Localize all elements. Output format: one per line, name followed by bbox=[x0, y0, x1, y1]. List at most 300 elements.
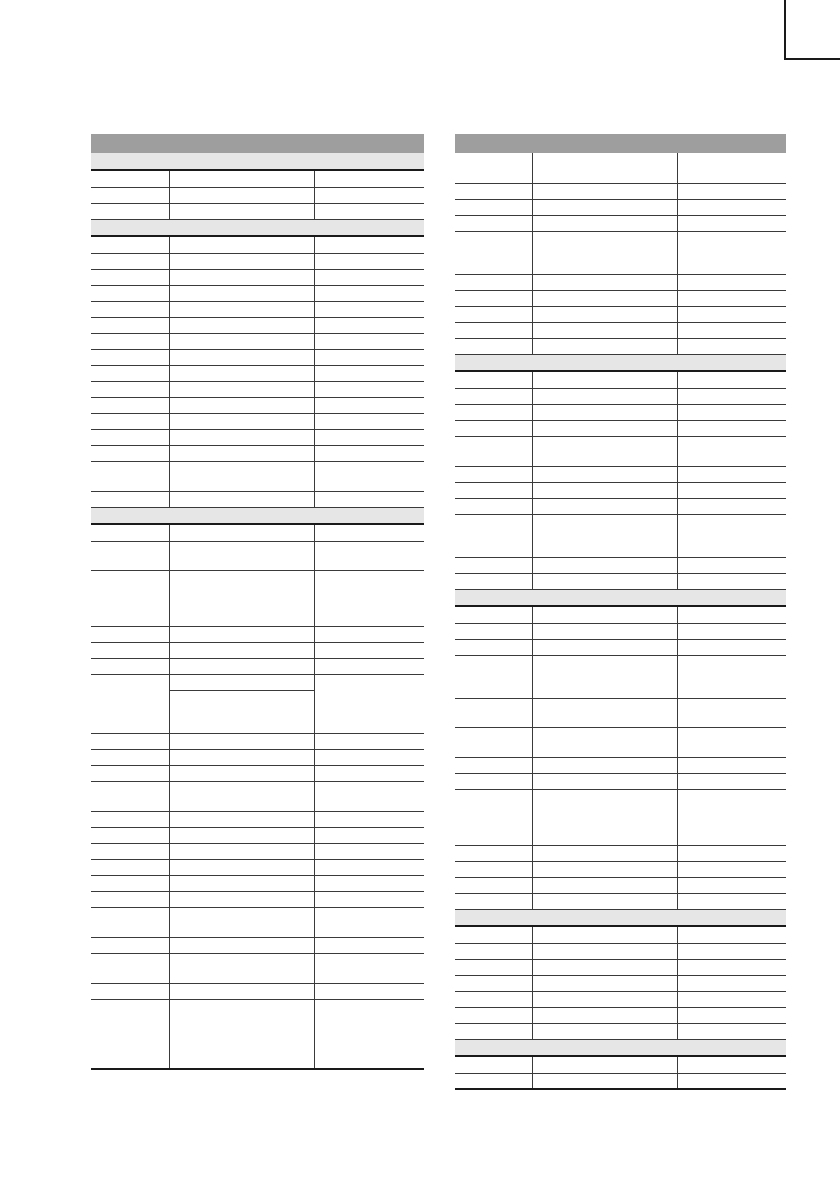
table-cell bbox=[169, 875, 314, 891]
table-cell bbox=[677, 215, 786, 231]
section-header-row bbox=[455, 589, 786, 606]
table-cell bbox=[169, 187, 314, 203]
table-cell bbox=[91, 301, 169, 317]
spec-table-left bbox=[91, 134, 424, 1070]
table-cell bbox=[169, 491, 314, 507]
table-row bbox=[455, 991, 786, 1007]
table-cell bbox=[677, 322, 786, 338]
table-row bbox=[455, 639, 786, 655]
table-cell bbox=[677, 153, 786, 183]
table-cell bbox=[314, 875, 424, 891]
table-cell bbox=[169, 781, 314, 811]
table-cell bbox=[314, 674, 424, 733]
section-title bbox=[455, 589, 786, 606]
table-cell bbox=[91, 170, 169, 187]
table-row bbox=[91, 983, 424, 999]
table-cell bbox=[91, 937, 169, 953]
table-cell bbox=[91, 843, 169, 859]
column-header bbox=[169, 134, 314, 153]
table-cell bbox=[169, 365, 314, 381]
table-row bbox=[91, 875, 424, 891]
column-header bbox=[455, 134, 532, 153]
table-cell bbox=[314, 827, 424, 843]
table-row bbox=[455, 1056, 786, 1073]
table-cell bbox=[91, 983, 169, 999]
table-cell bbox=[532, 623, 677, 639]
table-row bbox=[455, 1023, 786, 1039]
table-cell bbox=[314, 983, 424, 999]
table-cell bbox=[91, 541, 169, 570]
table-cell bbox=[455, 1056, 532, 1073]
table-cell bbox=[91, 317, 169, 333]
table-cell bbox=[532, 199, 677, 215]
table-cell bbox=[677, 290, 786, 306]
table-row bbox=[91, 236, 424, 253]
table-cell bbox=[169, 859, 314, 875]
table-cell bbox=[677, 623, 786, 639]
table-cell bbox=[314, 349, 424, 365]
table-cell bbox=[532, 959, 677, 975]
table-cell bbox=[169, 953, 314, 983]
table-row bbox=[91, 365, 424, 381]
table-cell bbox=[677, 274, 786, 290]
table-row bbox=[455, 573, 786, 589]
table-cell bbox=[91, 859, 169, 875]
table-row bbox=[91, 891, 424, 907]
table-cell bbox=[169, 269, 314, 285]
table-header-row bbox=[455, 134, 786, 153]
table-row bbox=[455, 306, 786, 322]
table-cell bbox=[91, 236, 169, 253]
table-cell bbox=[532, 231, 677, 274]
table-cell bbox=[532, 371, 677, 388]
table-cell bbox=[532, 153, 677, 183]
table-row bbox=[91, 541, 424, 570]
table-cell bbox=[677, 606, 786, 623]
table-cell bbox=[532, 1073, 677, 1089]
table-cell bbox=[169, 765, 314, 781]
table-cell bbox=[532, 789, 677, 845]
table-cell bbox=[314, 658, 424, 674]
table-row bbox=[455, 623, 786, 639]
column-header bbox=[677, 134, 786, 153]
table-row bbox=[91, 285, 424, 301]
table-row bbox=[455, 877, 786, 893]
table-row bbox=[91, 170, 424, 187]
table-row bbox=[91, 937, 424, 953]
table-row bbox=[455, 893, 786, 909]
table-cell bbox=[314, 570, 424, 626]
table-row bbox=[455, 773, 786, 789]
table-cell bbox=[314, 781, 424, 811]
table-cell bbox=[91, 349, 169, 365]
table-cell bbox=[314, 999, 424, 1069]
table-row bbox=[91, 413, 424, 429]
table-row bbox=[455, 436, 786, 466]
table-cell bbox=[455, 420, 532, 436]
table-cell bbox=[91, 999, 169, 1069]
table-cell bbox=[455, 1073, 532, 1089]
table-row bbox=[91, 397, 424, 413]
table-cell bbox=[169, 827, 314, 843]
section-title bbox=[455, 909, 786, 926]
table-cell bbox=[677, 338, 786, 354]
table-cell bbox=[314, 461, 424, 491]
table-cell bbox=[169, 999, 314, 1069]
section-title bbox=[91, 153, 424, 170]
table-cell bbox=[677, 639, 786, 655]
table-cell bbox=[677, 877, 786, 893]
table-row bbox=[455, 153, 786, 183]
table-row bbox=[455, 322, 786, 338]
table-cell bbox=[532, 1056, 677, 1073]
table-cell bbox=[91, 269, 169, 285]
table-cell bbox=[314, 491, 424, 507]
table-cell bbox=[532, 420, 677, 436]
crop-mark-vertical bbox=[784, 0, 786, 60]
table-row bbox=[455, 404, 786, 420]
table-cell bbox=[455, 861, 532, 877]
table-cell bbox=[532, 466, 677, 482]
table-cell bbox=[677, 1007, 786, 1023]
table-cell bbox=[455, 1023, 532, 1039]
table-cell bbox=[677, 482, 786, 498]
table-cell bbox=[91, 658, 169, 674]
section-header-row bbox=[91, 507, 424, 524]
table-cell bbox=[677, 388, 786, 404]
table-row bbox=[91, 781, 424, 811]
table-row bbox=[455, 388, 786, 404]
table-cell bbox=[91, 765, 169, 781]
table-row bbox=[91, 642, 424, 658]
table-cell bbox=[91, 907, 169, 937]
table-row bbox=[455, 482, 786, 498]
table-cell bbox=[314, 907, 424, 937]
table-cell bbox=[169, 937, 314, 953]
table-cell bbox=[532, 183, 677, 199]
table-row bbox=[455, 943, 786, 959]
table-cell bbox=[314, 397, 424, 413]
table-cell bbox=[455, 877, 532, 893]
table-cell bbox=[677, 789, 786, 845]
table-cell bbox=[532, 757, 677, 773]
table-cell bbox=[677, 231, 786, 274]
table-cell bbox=[532, 557, 677, 573]
table-cell bbox=[455, 606, 532, 623]
table-cell bbox=[677, 199, 786, 215]
table-cell bbox=[455, 789, 532, 845]
table-cell bbox=[314, 937, 424, 953]
table-row bbox=[455, 606, 786, 623]
table-cell bbox=[169, 733, 314, 749]
table-cell bbox=[314, 253, 424, 269]
table-cell bbox=[91, 827, 169, 843]
table-cell bbox=[455, 199, 532, 215]
table-cell bbox=[314, 333, 424, 349]
table-cell bbox=[314, 642, 424, 658]
table-cell bbox=[169, 907, 314, 937]
table-cell bbox=[169, 626, 314, 642]
table-cell bbox=[169, 674, 314, 690]
table-cell bbox=[314, 733, 424, 749]
table-cell bbox=[169, 413, 314, 429]
table-cell bbox=[91, 491, 169, 507]
table-cell bbox=[314, 524, 424, 541]
table-row bbox=[91, 733, 424, 749]
table-cell bbox=[455, 231, 532, 274]
table-cell bbox=[455, 482, 532, 498]
table-cell bbox=[91, 413, 169, 429]
table-cell bbox=[532, 861, 677, 877]
table-cell bbox=[314, 203, 424, 219]
table-cell bbox=[314, 170, 424, 187]
table-cell bbox=[314, 953, 424, 983]
table-cell bbox=[169, 349, 314, 365]
table-cell bbox=[91, 381, 169, 397]
table-row bbox=[91, 349, 424, 365]
table-cell bbox=[91, 781, 169, 811]
table-cell bbox=[532, 655, 677, 698]
table-row bbox=[455, 466, 786, 482]
table-cell bbox=[169, 317, 314, 333]
table-cell bbox=[677, 943, 786, 959]
table-cell bbox=[91, 733, 169, 749]
table-cell bbox=[677, 420, 786, 436]
table-cell bbox=[314, 811, 424, 827]
table-cell bbox=[677, 1073, 786, 1089]
table-row bbox=[455, 338, 786, 354]
table-row bbox=[91, 749, 424, 765]
table-cell bbox=[677, 926, 786, 943]
table-row bbox=[91, 333, 424, 349]
table-cell bbox=[532, 322, 677, 338]
table-cell bbox=[314, 765, 424, 781]
table-cell bbox=[169, 570, 314, 626]
table-row bbox=[91, 253, 424, 269]
table-cell bbox=[532, 274, 677, 290]
table-row bbox=[455, 183, 786, 199]
table-cell bbox=[455, 274, 532, 290]
table-row bbox=[91, 461, 424, 491]
table-row bbox=[455, 789, 786, 845]
table-cell bbox=[314, 269, 424, 285]
table-cell bbox=[677, 727, 786, 757]
table-cell bbox=[677, 306, 786, 322]
table-cell bbox=[532, 943, 677, 959]
table-cell bbox=[677, 893, 786, 909]
section-header-row bbox=[455, 1039, 786, 1056]
table-cell bbox=[455, 498, 532, 514]
table-row bbox=[455, 514, 786, 557]
table-cell bbox=[677, 655, 786, 698]
table-cell bbox=[169, 203, 314, 219]
table-cell bbox=[532, 404, 677, 420]
table-cell bbox=[314, 236, 424, 253]
table-cell bbox=[532, 877, 677, 893]
table-cell bbox=[169, 690, 314, 733]
table-cell bbox=[677, 514, 786, 557]
table-cell bbox=[169, 541, 314, 570]
table-cell bbox=[314, 317, 424, 333]
table-cell bbox=[455, 215, 532, 231]
table-row bbox=[91, 187, 424, 203]
table-cell bbox=[455, 153, 532, 183]
table-row bbox=[455, 655, 786, 698]
table-row bbox=[455, 199, 786, 215]
table-cell bbox=[455, 698, 532, 727]
table-cell bbox=[455, 436, 532, 466]
table-cell bbox=[532, 991, 677, 1007]
table-row bbox=[91, 317, 424, 333]
table-cell bbox=[169, 891, 314, 907]
table-cell bbox=[169, 843, 314, 859]
table-cell bbox=[455, 757, 532, 773]
table-row bbox=[455, 926, 786, 943]
table-cell bbox=[169, 381, 314, 397]
table-row bbox=[455, 1073, 786, 1089]
table-cell bbox=[314, 429, 424, 445]
table-cell bbox=[677, 557, 786, 573]
table-row bbox=[91, 269, 424, 285]
table-cell bbox=[677, 1023, 786, 1039]
table-cell bbox=[169, 658, 314, 674]
table-row bbox=[455, 215, 786, 231]
table-cell bbox=[91, 253, 169, 269]
table-row bbox=[91, 524, 424, 541]
table-header-row bbox=[91, 134, 424, 153]
table-cell bbox=[169, 461, 314, 491]
spec-table-right bbox=[455, 134, 786, 1090]
table-cell bbox=[455, 623, 532, 639]
table-cell bbox=[91, 875, 169, 891]
table-cell bbox=[677, 959, 786, 975]
table-cell bbox=[455, 1007, 532, 1023]
table-cell bbox=[532, 498, 677, 514]
table-cell bbox=[455, 388, 532, 404]
table-cell bbox=[532, 606, 677, 623]
table-row bbox=[455, 231, 786, 274]
table-cell bbox=[455, 514, 532, 557]
table-cell bbox=[91, 461, 169, 491]
section-header-row bbox=[91, 153, 424, 170]
table-cell bbox=[455, 322, 532, 338]
table-row bbox=[91, 491, 424, 507]
table-row bbox=[455, 757, 786, 773]
table-cell bbox=[91, 333, 169, 349]
table-cell bbox=[677, 371, 786, 388]
table-cell bbox=[169, 642, 314, 658]
table-cell bbox=[455, 773, 532, 789]
table-row bbox=[455, 557, 786, 573]
table-cell bbox=[169, 749, 314, 765]
table-cell bbox=[455, 926, 532, 943]
section-title bbox=[455, 1039, 786, 1056]
section-header-row bbox=[91, 219, 424, 236]
table-cell bbox=[532, 727, 677, 757]
table-cell bbox=[532, 1007, 677, 1023]
table-row bbox=[455, 420, 786, 436]
table-row bbox=[91, 381, 424, 397]
table-cell bbox=[169, 285, 314, 301]
table-row bbox=[91, 445, 424, 461]
table-cell bbox=[91, 285, 169, 301]
table-cell bbox=[314, 445, 424, 461]
section-header-row bbox=[455, 354, 786, 371]
table-cell bbox=[455, 975, 532, 991]
column-header bbox=[91, 134, 169, 153]
table-cell bbox=[91, 953, 169, 983]
table-row bbox=[91, 570, 424, 626]
table-cell bbox=[91, 203, 169, 219]
table-cell bbox=[314, 541, 424, 570]
table-cell bbox=[455, 991, 532, 1007]
table-cell bbox=[532, 845, 677, 861]
table-row bbox=[455, 371, 786, 388]
section-title bbox=[91, 507, 424, 524]
table-cell bbox=[314, 187, 424, 203]
table-cell bbox=[455, 404, 532, 420]
table-cell bbox=[677, 466, 786, 482]
table-cell bbox=[91, 811, 169, 827]
table-cell bbox=[91, 891, 169, 907]
table-cell bbox=[91, 445, 169, 461]
table-cell bbox=[455, 290, 532, 306]
table-cell bbox=[455, 655, 532, 698]
section-title bbox=[455, 354, 786, 371]
table-row bbox=[91, 827, 424, 843]
table-cell bbox=[91, 674, 169, 733]
table-cell bbox=[314, 859, 424, 875]
table-cell bbox=[677, 573, 786, 589]
table-cell bbox=[169, 811, 314, 827]
table-cell bbox=[455, 727, 532, 757]
table-cell bbox=[532, 893, 677, 909]
table-cell bbox=[677, 1056, 786, 1073]
table-cell bbox=[169, 170, 314, 187]
table-row bbox=[455, 290, 786, 306]
table-cell bbox=[532, 975, 677, 991]
section-header-row bbox=[455, 909, 786, 926]
table-cell bbox=[532, 639, 677, 655]
table-cell bbox=[169, 524, 314, 541]
table-cell bbox=[169, 445, 314, 461]
table-cell bbox=[677, 698, 786, 727]
table-cell bbox=[677, 845, 786, 861]
table-cell bbox=[455, 338, 532, 354]
table-row bbox=[91, 765, 424, 781]
table-cell bbox=[91, 187, 169, 203]
table-row bbox=[91, 907, 424, 937]
table-cell bbox=[455, 371, 532, 388]
table-cell bbox=[677, 975, 786, 991]
table-cell bbox=[169, 301, 314, 317]
table-cell bbox=[314, 301, 424, 317]
table-row bbox=[455, 861, 786, 877]
table-row bbox=[91, 429, 424, 445]
table-cell bbox=[532, 698, 677, 727]
table-row bbox=[455, 975, 786, 991]
table-cell bbox=[532, 215, 677, 231]
table-cell bbox=[455, 573, 532, 589]
table-row bbox=[455, 845, 786, 861]
table-row bbox=[91, 658, 424, 674]
table-row bbox=[455, 498, 786, 514]
table-cell bbox=[532, 388, 677, 404]
column-header bbox=[314, 134, 424, 153]
table-cell bbox=[314, 365, 424, 381]
table-cell bbox=[169, 429, 314, 445]
table-cell bbox=[314, 285, 424, 301]
